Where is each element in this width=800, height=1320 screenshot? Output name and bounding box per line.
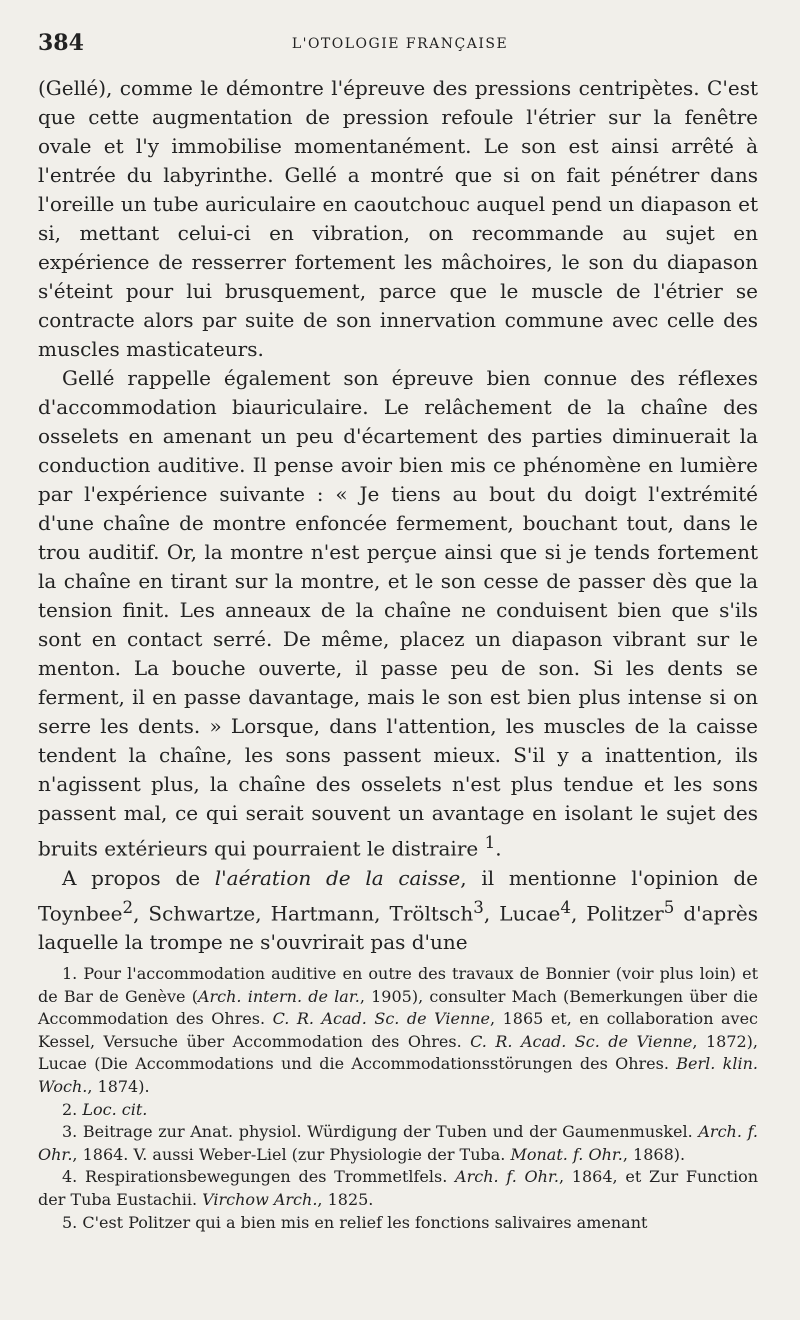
- p3-part-f: d'après laquelle la trompe ne s'ouvrirait pas d'une: [38, 901, 759, 955]
- paragraph-2-end: .: [495, 836, 502, 861]
- p3-part-c: , Schwartze, Hartmann, Tröltsch: [133, 901, 474, 926]
- p3-part-a: A propos de: [62, 865, 215, 890]
- footnote-4-journal-2: Virchow Arch.: [202, 1189, 318, 1209]
- footnote-1-journal-4: Berl. klin. Woch.: [38, 1054, 759, 1096]
- footnote-ref-3: 3: [473, 897, 484, 917]
- footnote-5-text-a: C'est Politzer qui a bien mis en relief les fonctions salivaires amenant: [77, 1212, 648, 1232]
- p3-part-e: , Politzer: [570, 901, 664, 926]
- footnote-2: [38, 1099, 758, 1122]
- page-number: 384: [38, 30, 84, 56]
- running-title: L'OTOLOGIE FRANÇAISE: [291, 36, 509, 52]
- paragraph-2: [38, 364, 758, 864]
- footnote-ref-1: 1: [484, 833, 496, 852]
- footnote-4-text-a: Respirationsbewegungen des Trommetlfels.: [77, 1167, 456, 1187]
- footnote-1: [38, 963, 758, 1099]
- footnote-1-text-e: , 1874).: [87, 1076, 150, 1096]
- footnote-4-number: 4.: [62, 1167, 78, 1187]
- footnote-1-journal-3: C. R. Acad. Sc. de Vienne: [470, 1031, 693, 1051]
- footnote-ref-2: 2: [122, 897, 134, 917]
- footnote-1-text-d: , 1872), Lucae (Die Accommodations und die Accommodationsstörungen des Ohres.: [38, 1031, 759, 1074]
- footnote-1-number: 1.: [62, 964, 78, 983]
- footnote-2-number: 2.: [62, 1099, 78, 1119]
- p3-part-b: , il mentionne l'opinion de Toynbee: [38, 865, 758, 926]
- footnote-4-journal-1: Arch. f. Ohr.: [455, 1167, 559, 1187]
- footnote-4: [38, 1166, 758, 1211]
- main-text: [38, 74, 758, 957]
- footnote-1-text-b: , 1905), consulter Mach (Bemerkungen über die Accommodation des Ohres.: [38, 986, 759, 1029]
- page-header: [38, 30, 762, 60]
- footnotes: [38, 963, 758, 1234]
- footnote-4-text-c: , 1825.: [317, 1189, 374, 1209]
- footnote-4-text-b: , 1864, et Zur Function der Tuba Eustachii.: [38, 1167, 758, 1209]
- footnote-ref-4: 4: [560, 897, 571, 917]
- footnote-5: [38, 1212, 758, 1235]
- footnote-3-text-a: Beitrage zur Anat. physiol. Würdigung der Tuben und der Gaumenmuskel.: [77, 1122, 699, 1142]
- footnote-1-text-a: Pour l'accommodation auditive en outre des travaux de Bonnier (voir plus loin) et de Bar de Genève (: [38, 964, 758, 1006]
- footnote-3-journal-2: Monat. f. Ohr.: [510, 1144, 623, 1164]
- p3-part-d: , Lucae: [483, 901, 561, 926]
- paragraph-3: [38, 864, 758, 958]
- footnote-1-text-c: , 1865 et, en collaboration avec Kessel, Versuche über Accommodation des Ohres.: [38, 1009, 759, 1051]
- footnote-ref-5: 5: [663, 897, 675, 917]
- paragraph-1: (Gellé), comme le démontre l'épreuve des pressions centripètes. C'est que cette augmentation de pression refoule l'étrier sur la fenêtre ovale et l'y immobilise momentanément. Le son est ainsi arrêté à l'entrée du labyrinthe. Gellé a montré que si on fait pénétrer dans l'oreille un tube auriculaire en caoutchouc auquel pend un diapason et si, mettant celui-ci en vibration, on recommande au sujet en expérience de resserrer fortement les mâchoires, le son du diapason s'éteint pour lui brusquement, parce que le muscle de l'étrier se contracte alors par suite de son innervation commune avec celle des muscles masticateurs.: [38, 76, 758, 361]
- footnote-5-number: 5.: [62, 1212, 78, 1232]
- footnote-3-number: 3.: [62, 1122, 78, 1142]
- footnote-1-journal-1: Arch. intern. de lar.: [197, 986, 360, 1006]
- footnote-3-text-b: , 1864. V. aussi Weber-Liel (zur Physiologie der Tuba.: [72, 1144, 511, 1164]
- footnote-3-text-c: , 1868).: [622, 1144, 686, 1164]
- paragraph-2-text: Gellé rappelle également son épreuve bien connue des réflexes d'accommodation biauriculaire. Le relâchement de la chaîne des osselets en amenant un peu d'écartement des parties diminuerait la conduction auditive. Il pense avoir bien mis ce phénomène en lumière par l'expérience suivante : « Je tiens au bout du doigt l'extrémité d'une chaîne de montre enfoncée fermement, bouchant tout, dans le trou auditif. Or, la montre n'est perçue ainsi que si je tends fortement la chaîne en tirant sur la montre, et le son cesse de passer dès que la tension finit. Les anneaux de la chaîne ne conduisent bien que s'ils sont en contact serré. De même, placez un diapason vibrant sur le menton. La bouche ouverte, il passe peu de son. Si les dents se ferment, il en passe davantage, mais le son est bien plus intense si on serre les dents. » Lorsque, dans l'attention, les muscles de la caisse tendent la chaîne, les sons passent mieux. S'il y a inattention, ils n'agissent plus, la chaîne des osselets n'est plus tendue et les sons passent mal, ce qui serait souvent un avantage en isolant le sujet des bruits extérieurs qui pourraient le distraire: [38, 366, 758, 861]
- footnote-2-text: Loc. cit.: [82, 1099, 148, 1119]
- footnote-3: [38, 1121, 758, 1166]
- footnote-3-journal-1: Arch. f. Ohr.: [38, 1122, 759, 1164]
- p3-italic-topic: l'aération de la caisse: [214, 865, 461, 890]
- footnote-1-journal-2: C. R. Acad. Sc. de Vienne: [272, 1009, 491, 1029]
